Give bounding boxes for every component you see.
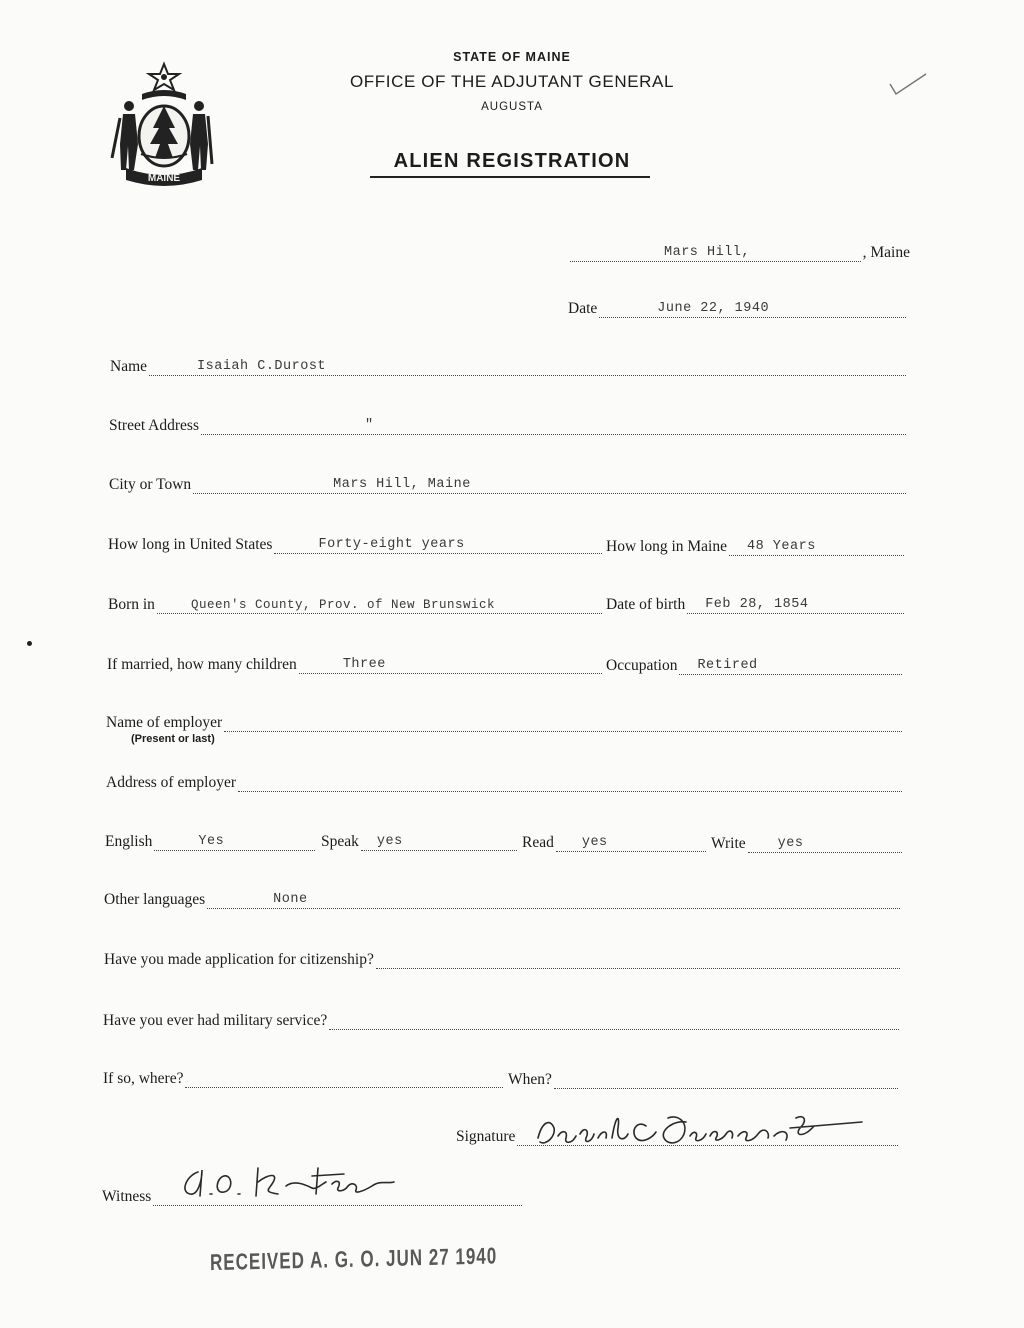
city-label: City or Town — [109, 476, 192, 493]
place-line[interactable] — [570, 247, 861, 262]
where-row — [103, 1070, 505, 1088]
name-row — [110, 358, 908, 376]
place-row — [568, 244, 910, 262]
dob-row — [606, 596, 906, 614]
dob-value: Feb 28, 1854 — [705, 597, 809, 612]
citizenship-line[interactable] — [376, 954, 900, 969]
name-label: Name — [110, 358, 148, 375]
street-value: " — [364, 418, 374, 433]
how-long-us-value: Forty-eight years — [318, 537, 465, 552]
how-long-us-row — [108, 536, 604, 554]
other-languages-value: None — [273, 892, 308, 907]
speak-row — [321, 833, 519, 851]
how-long-maine-row — [606, 538, 906, 556]
how-long-us-label: How long in United States — [108, 536, 273, 553]
english-label: English — [105, 833, 153, 850]
english-value: Yes — [198, 834, 225, 849]
how-long-maine-label: How long in Maine — [606, 538, 727, 555]
date-row — [568, 300, 908, 318]
children-line[interactable] — [299, 659, 602, 674]
other-languages-label: Other languages — [104, 891, 206, 908]
read-row — [522, 834, 708, 852]
how-long-maine-value: 48 Years — [746, 539, 816, 554]
children-value: Three — [342, 657, 386, 672]
employer-address-row — [106, 774, 904, 792]
english-line[interactable] — [154, 836, 315, 851]
seal-banner-text: MAINE — [147, 173, 181, 184]
city-value: Mars Hill, Maine — [333, 477, 471, 492]
dob-label: Date of birth — [606, 596, 686, 613]
office-heading: OFFICE OF THE ADJUTANT GENERAL — [349, 72, 675, 91]
employer-label: Name of employer — [106, 714, 223, 731]
write-label: Write — [711, 835, 746, 852]
employer-row — [106, 714, 904, 732]
place-value: Mars Hill, — [664, 245, 751, 260]
date-line[interactable] — [599, 303, 906, 318]
born-in-value: Queen's County, Prov. of New Brunswick — [190, 598, 495, 612]
name-line[interactable] — [149, 361, 906, 376]
read-line[interactable] — [556, 837, 706, 852]
place-suffix: , Maine — [862, 244, 910, 261]
where-label: If so, where? — [103, 1070, 184, 1087]
occupation-value: Retired — [697, 658, 758, 673]
write-value: yes — [777, 836, 804, 851]
speak-value: yes — [376, 834, 403, 849]
when-line[interactable] — [554, 1074, 898, 1089]
date-label: Date — [568, 300, 598, 317]
street-row — [109, 417, 908, 435]
write-line[interactable] — [748, 838, 902, 853]
city-row — [109, 476, 908, 494]
citizenship-label: Have you made application for citizenship? — [104, 951, 374, 968]
witness-label: Witness — [102, 1188, 152, 1205]
occupation-row — [606, 657, 904, 675]
form-title: ALIEN REGISTRATION — [393, 150, 631, 172]
city-line[interactable] — [193, 479, 906, 494]
military-label: Have you ever had military service? — [103, 1012, 328, 1029]
dob-line[interactable] — [687, 599, 904, 614]
witness-signature-image — [176, 1162, 406, 1206]
employer-sublabel: (Present or last) — [131, 733, 215, 745]
born-in-label: Born in — [108, 596, 155, 613]
signature-label: Signature — [456, 1128, 516, 1145]
employer-address-line[interactable] — [238, 777, 902, 792]
where-line[interactable] — [185, 1073, 503, 1088]
state-heading: STATE OF MAINE — [453, 50, 571, 64]
street-label: Street Address — [109, 417, 199, 434]
write-row — [711, 835, 904, 853]
when-label: When? — [508, 1071, 552, 1088]
title-underline — [370, 176, 650, 178]
how-long-us-line[interactable] — [274, 539, 602, 554]
how-long-maine-line[interactable] — [729, 541, 904, 556]
street-line[interactable] — [201, 420, 906, 435]
date-value: June 22, 1940 — [657, 301, 770, 316]
check-mark-icon — [884, 70, 930, 98]
when-row — [508, 1071, 900, 1089]
maine-seal-icon — [108, 60, 220, 188]
occupation-line[interactable] — [679, 660, 902, 675]
name-value: Isaiah C.Durost — [197, 359, 327, 374]
children-label: If married, how many children — [107, 656, 297, 673]
born-in-row — [108, 596, 604, 614]
other-languages-line[interactable] — [207, 894, 900, 909]
received-stamp: RECEIVED A. G. O. JUN 27 1940 — [209, 1243, 498, 1276]
employer-line[interactable] — [224, 717, 902, 732]
other-languages-row — [104, 891, 902, 909]
citizenship-row — [104, 951, 902, 969]
military-line[interactable] — [329, 1015, 899, 1030]
signature-image — [528, 1108, 878, 1156]
read-value: yes — [581, 835, 608, 850]
margin-dot — [27, 641, 32, 646]
children-row — [107, 656, 604, 674]
employer-address-label: Address of employer — [106, 774, 236, 791]
city-heading: AUGUSTA — [481, 101, 543, 113]
speak-line[interactable] — [361, 836, 517, 851]
english-row — [105, 833, 317, 851]
occupation-label: Occupation — [606, 657, 678, 674]
speak-label: Speak — [321, 833, 359, 850]
read-label: Read — [522, 834, 554, 851]
military-row — [103, 1012, 901, 1030]
born-in-line[interactable] — [157, 599, 602, 614]
